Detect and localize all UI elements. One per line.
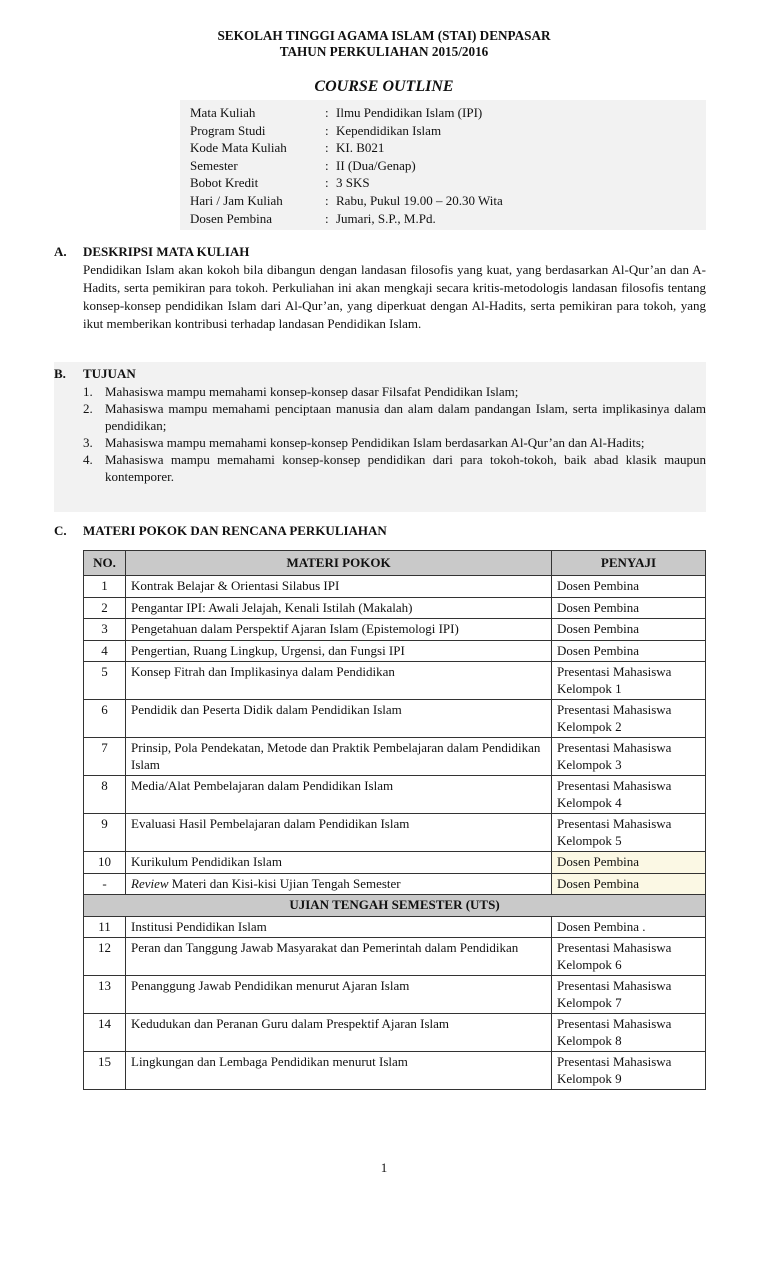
info-colon: : xyxy=(325,122,329,138)
row-penyaji: Dosen Pembina xyxy=(552,597,706,619)
list-item xyxy=(83,400,706,434)
row-no: 14 xyxy=(84,1014,126,1052)
section-b-heading xyxy=(54,366,136,382)
row-no: 13 xyxy=(84,976,126,1014)
list-item xyxy=(83,383,706,400)
row-no: 4 xyxy=(84,640,126,662)
info-label: Hari / Jam Kuliah xyxy=(190,192,283,208)
table-row xyxy=(84,776,706,814)
institution-name: SEKOLAH TINGGI AGAMA ISLAM (STAI) DENPASAR xyxy=(217,28,551,43)
row-materi: Pendidik dan Peserta Didik dalam Pendidikan Islam xyxy=(126,700,552,738)
section-title: MATERI POKOK DAN RENCANA PERKULIAHAN xyxy=(83,523,387,538)
row-materi: Lingkungan dan Lembaga Pendidikan menurut Islam xyxy=(126,1052,552,1090)
row-no: 7 xyxy=(84,738,126,776)
row-no: 3 xyxy=(84,619,126,641)
table-row xyxy=(84,814,706,852)
list-item xyxy=(83,434,706,451)
row-penyaji: Dosen Pembina xyxy=(552,640,706,662)
row-no: 8 xyxy=(84,776,126,814)
table-row xyxy=(84,976,706,1014)
info-row xyxy=(190,174,503,192)
col-header-no: NO. xyxy=(84,551,126,576)
table-row xyxy=(84,916,706,938)
page-number: 1 xyxy=(380,1160,388,1175)
section-letter: B. xyxy=(54,366,66,381)
row-materi: Kontrak Belajar & Orientasi Silabus IPI xyxy=(126,576,552,598)
info-label: Semester xyxy=(190,157,238,173)
row-no: 11 xyxy=(84,916,126,938)
table-row-review xyxy=(84,873,706,895)
info-value: Kependidikan Islam xyxy=(336,122,442,138)
table-row xyxy=(84,1014,706,1052)
info-colon: : xyxy=(325,105,329,120)
row-materi: Media/Alat Pembelajaran dalam Pendidikan Islam xyxy=(126,776,552,814)
row-materi: Pengetahuan dalam Perspektif Ajaran Islam (Epistemologi IPI) xyxy=(126,619,552,641)
row-penyaji: Presentasi Mahasiswa Kelompok 8 xyxy=(552,1014,706,1052)
info-row xyxy=(190,210,503,228)
section-c-heading xyxy=(54,523,387,539)
info-row xyxy=(190,157,503,175)
list-text: Mahasiswa mampu memahami konsep-konsep pendidikan dari para tokoh-tokoh, baik abad klasik maupun kontemporer. xyxy=(105,452,706,484)
info-row xyxy=(190,104,503,122)
row-materi: Penanggung Jawab Pendidikan menurut Ajaran Islam xyxy=(126,976,552,1014)
col-header-materi: MATERI POKOK xyxy=(126,551,552,576)
row-penyaji: Presentasi Mahasiswa Kelompok 4 xyxy=(552,776,706,814)
row-materi: Institusi Pendidikan Islam xyxy=(126,916,552,938)
section-a-description: Pendidikan Islam akan kokoh bila dibangun dengan landasan filosofis yang kuat, yang berdasarkan Al-Qur’an dan A-Hadits, serta pemikiran para tokoh. Perkuliahan ini akan mengkaji secara kritis-metodologis landasan filosofis tentang konsep-konsep pendidikan Islam dari Al-Qur’an, yang diperkuat dengan Al-Hadits, serta pemikiran para tokoh, yang ikut memberikan kontribusi terhadap landasan Pendidikan Islam. xyxy=(83,262,706,331)
col-header-penyaji: PENYAJI xyxy=(552,551,706,576)
info-colon: : xyxy=(325,140,329,156)
table-row xyxy=(84,738,706,776)
info-colon: : xyxy=(325,175,329,191)
info-label: Program Studi xyxy=(190,122,266,138)
list-text: Mahasiswa mampu memahami penciptaan manusia dan alam dalam pandangan Islam, serta implikasinya dalam pendidikan; xyxy=(105,401,706,433)
row-penyaji: Presentasi Mahasiswa Kelompok 9 xyxy=(552,1052,706,1090)
row-penyaji: Presentasi Mahasiswa Kelompok 3 xyxy=(552,738,706,776)
table-row xyxy=(84,852,706,874)
list-text: Mahasiswa mampu memahami konsep-konsep Pendidikan Islam berdasarkan Al-Qur’an dan Al-Hadits; xyxy=(105,435,645,450)
row-materi: Pengertian, Ruang Lingkup, Urgensi, dan Fungsi IPI xyxy=(126,640,552,662)
row-materi: Konsep Fitrah dan Implikasinya dalam Pendidikan xyxy=(126,662,552,700)
row-penyaji: Presentasi Mahasiswa Kelompok 2 xyxy=(552,700,706,738)
info-value: Rabu, Pukul 19.00 – 20.30 Wita xyxy=(336,192,503,208)
row-materi xyxy=(126,873,552,895)
section-letter: A. xyxy=(54,244,67,259)
list-number: 1. xyxy=(83,384,93,399)
row-no: 12 xyxy=(84,938,126,976)
section-letter: C. xyxy=(54,523,67,538)
row-materi: Peran dan Tanggung Jawab Masyarakat dan Pemerintah dalam Pendidikan xyxy=(126,938,552,976)
uts-label: UJIAN TENGAH SEMESTER (UTS) xyxy=(84,895,706,917)
row-penyaji: Presentasi Mahasiswa Kelompok 5 xyxy=(552,814,706,852)
row-materi: Evaluasi Hasil Pembelajaran dalam Pendidikan Islam xyxy=(126,814,552,852)
tujuan-list xyxy=(83,383,706,485)
row-no: 15 xyxy=(84,1052,126,1090)
info-label: Bobot Kredit xyxy=(190,175,259,191)
row-materi: Kurikulum Pendidikan Islam xyxy=(126,852,552,874)
row-penyaji: Dosen Pembina xyxy=(552,852,706,874)
section-a-heading xyxy=(54,244,249,260)
academic-year: TAHUN PERKULIAHAN 2015/2016 xyxy=(279,44,489,59)
table-header-row xyxy=(84,551,706,576)
materi-table xyxy=(83,550,706,1090)
list-item xyxy=(83,451,706,485)
table-row xyxy=(84,700,706,738)
section-title: DESKRIPSI MATA KULIAH xyxy=(83,244,250,259)
row-no: 9 xyxy=(84,814,126,852)
row-no: 5 xyxy=(84,662,126,700)
list-number: 4. xyxy=(83,452,93,467)
row-materi: Pengantar IPI: Awali Jelajah, Kenali Istilah (Makalah) xyxy=(126,597,552,619)
info-row xyxy=(190,122,503,140)
list-number: 3. xyxy=(83,435,93,450)
row-no: 6 xyxy=(84,700,126,738)
row-penyaji: Dosen Pembina xyxy=(552,873,706,895)
review-italic: Review xyxy=(131,875,169,891)
row-penyaji: Dosen Pembina . xyxy=(552,916,706,938)
table-row xyxy=(84,576,706,598)
row-materi: Kedudukan dan Peranan Guru dalam Prespektif Ajaran Islam xyxy=(126,1014,552,1052)
row-no: 10 xyxy=(84,852,126,874)
row-no: - xyxy=(84,873,126,895)
row-materi: Prinsip, Pola Pendekatan, Metode dan Praktik Pembelajaran dalam Pendidikan Islam xyxy=(126,738,552,776)
list-text: Mahasiswa mampu memahami konsep-konsep dasar Filsafat Pendidikan Islam; xyxy=(105,384,519,399)
row-penyaji: Presentasi Mahasiswa Kelompok 1 xyxy=(552,662,706,700)
uts-row xyxy=(84,895,706,917)
row-penyaji: Dosen Pembina xyxy=(552,576,706,598)
info-colon: : xyxy=(325,210,329,226)
course-info xyxy=(190,104,503,227)
info-value: KI. B021 xyxy=(336,140,385,156)
table-row xyxy=(84,640,706,662)
info-colon: : xyxy=(325,192,329,208)
info-row xyxy=(190,139,503,157)
info-label: Dosen Pembina xyxy=(190,210,272,226)
row-penyaji: Dosen Pembina xyxy=(552,619,706,641)
row-penyaji: Presentasi Mahasiswa Kelompok 7 xyxy=(552,976,706,1014)
info-value: II (Dua/Genap) xyxy=(336,157,416,173)
info-value: 3 SKS xyxy=(336,175,370,191)
row-no: 1 xyxy=(84,576,126,598)
row-no: 2 xyxy=(84,597,126,619)
table-row xyxy=(84,619,706,641)
section-title: TUJUAN xyxy=(83,366,136,381)
table-row xyxy=(84,1052,706,1090)
info-label: Kode Mata Kuliah xyxy=(190,140,287,156)
course-outline-title: COURSE OUTLINE xyxy=(314,78,454,95)
table-row xyxy=(84,938,706,976)
info-row xyxy=(190,192,503,210)
info-label: Mata Kuliah xyxy=(190,105,256,120)
list-number: 2. xyxy=(83,401,93,416)
info-colon: : xyxy=(325,157,329,173)
table-row xyxy=(84,597,706,619)
review-text: Materi dan Kisi-kisi Ujian Tengah Semester xyxy=(168,875,401,891)
info-value: Ilmu Pendidikan Islam (IPI) xyxy=(336,105,483,120)
row-penyaji: Presentasi Mahasiswa Kelompok 6 xyxy=(552,938,706,976)
table-row xyxy=(84,662,706,700)
info-value: Jumari, S.P., M.Pd. xyxy=(336,210,436,226)
